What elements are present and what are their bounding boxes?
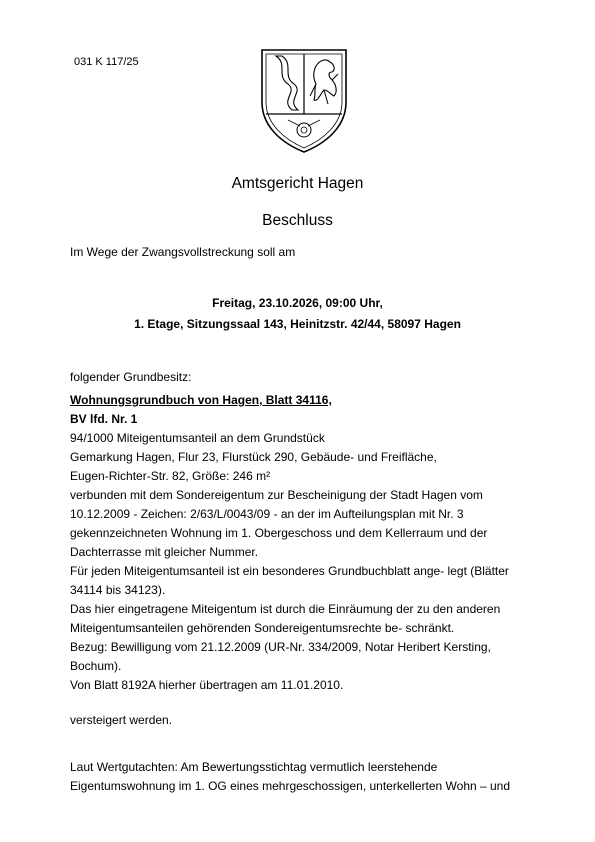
case-number: 031 K 117/25 <box>74 56 139 68</box>
property-line: Das hier eingetragene Miteigentum ist durch die Einräumung der zu den anderen <box>70 602 501 616</box>
property-line: Miteigentumsanteilen gehörenden Sondereigentumsrechte be- schränkt. <box>70 621 455 635</box>
property-line: Von Blatt 8192A hierher übertragen am 11.01.2010. <box>70 678 344 692</box>
appointment-location: 1. Etage, Sitzungssaal 143, Heinitzstr. 42/44, 58097 Hagen <box>134 317 461 331</box>
property-line: 10.12.2009 - Zeichen: 2/63/L/0043/09 - an der im Aufteilungsplan mit Nr. 3 <box>70 507 464 521</box>
property-line: verbunden mit dem Sondereigentum zur Bescheinigung der Stadt Hagen vom <box>70 488 483 502</box>
property-description <box>70 391 540 695</box>
nrw-coat-of-arms-icon <box>258 44 350 156</box>
valuation-line: Laut Wertgutachten: Am Bewertungsstichtag vermutlich leerstehende <box>70 760 438 774</box>
auction-text: versteigert werden. <box>70 713 173 727</box>
property-line: Bezug: Bewilligung vom 21.12.2009 (UR-Nr. 334/2009, Notar Heribert Kersting, <box>70 640 491 654</box>
property-line: 34114 bis 34123). <box>70 583 166 597</box>
property-line: Dachterrasse mit gleicher Nummer. <box>70 545 259 559</box>
property-line: Bochum). <box>70 659 122 673</box>
court-name: Amtsgericht Hagen <box>231 175 364 192</box>
property-intro: folgender Grundbesitz: <box>70 370 192 384</box>
valuation-text <box>70 758 510 796</box>
appointment-date: Freitag, 23.10.2026, 09:00 Uhr, <box>212 296 383 310</box>
property-line: Eugen-Richter-Str. 82, Größe: 246 m² <box>70 469 271 483</box>
document-title: Beschluss <box>262 212 333 229</box>
property-heading: Wohnungsgrundbuch von Hagen, Blatt 34116, <box>70 393 332 407</box>
property-line: Gemarkung Hagen, Flur 23, Flurstück 290, Gebäude- und Freifläche, <box>70 450 437 464</box>
property-entry: BV lfd. Nr. 1 <box>70 412 138 426</box>
intro-text: Im Wege der Zwangsvollstreckung soll am <box>70 245 296 259</box>
property-line: 94/1000 Miteigentumsanteil an dem Grundstück <box>70 431 325 445</box>
property-line: gekennzeichneten Wohnung im 1. Obergeschoss und dem Kellerraum und der <box>70 526 488 540</box>
property-line: Für jeden Miteigentumsanteil ist ein besonderes Grundbuchblatt ange- legt (Blätter <box>70 564 509 578</box>
valuation-line: Eigentumswohnung im 1. OG eines mehrgeschossigen, unterkellerten Wohn – und <box>70 779 511 793</box>
